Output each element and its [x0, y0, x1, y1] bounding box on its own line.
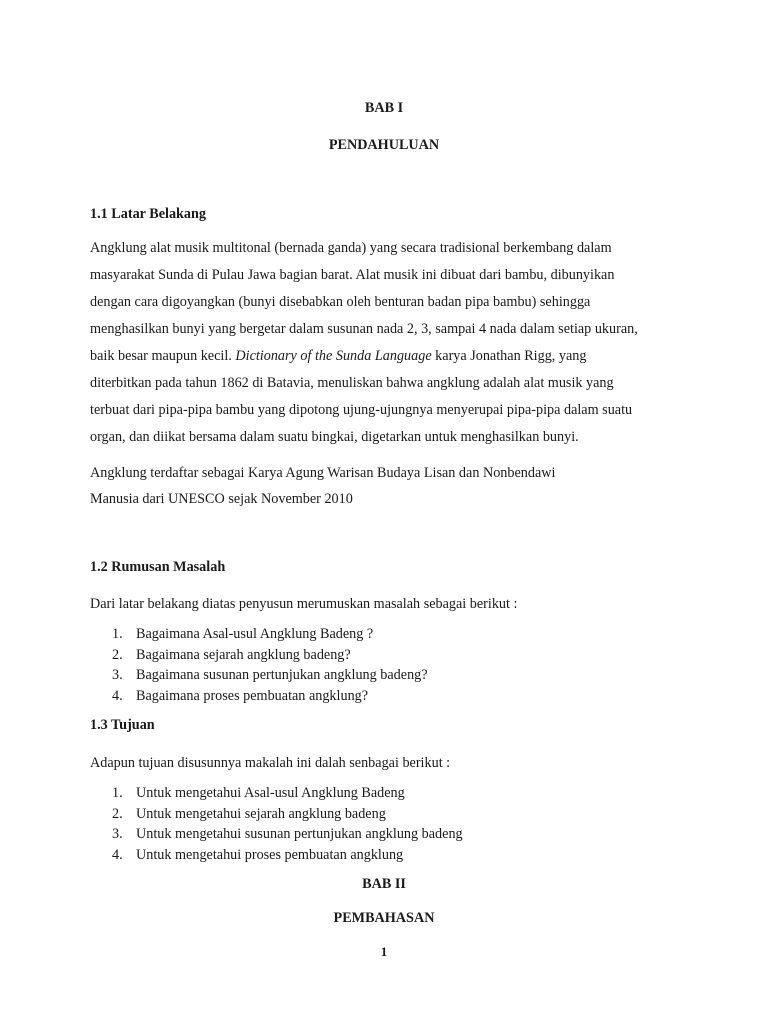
list-item — [112, 665, 428, 686]
paragraph-line: masyarakat Sunda di Pulau Jawa bagian barat. Alat musik ini dibuat dari bambu, dibunyikan — [90, 267, 615, 283]
objective-list — [112, 783, 463, 865]
list-text: Bagaimana Asal-usul Angklung Badeng ? — [136, 626, 374, 642]
unesco-paragraph — [90, 460, 680, 512]
page-number: 1 — [380, 944, 388, 959]
paragraph-line: Manusia dari UNESCO sejak November 2010 — [90, 491, 353, 507]
list-number: 2. — [112, 805, 123, 822]
list-item — [112, 624, 428, 645]
list-item — [112, 783, 463, 804]
list-number: 1. — [112, 785, 123, 801]
chapter-1-title: PENDAHULUAN — [328, 137, 440, 153]
paragraph-line: dengan cara digoyangkan (bunyi disebabkan oleh benturan badan pipa bambu) sehingga — [90, 294, 591, 310]
chapter-2-title: PEMBAHASAN — [333, 910, 435, 926]
list-number: 1. — [112, 626, 123, 642]
list-text: Untuk mengetahui proses pembuatan angklung — [136, 846, 404, 863]
list-text: Bagaimana proses pembuatan angklung? — [136, 687, 369, 704]
list-item — [112, 686, 428, 707]
list-item — [112, 645, 428, 666]
paragraph-line: Dari latar belakang diatas penyusun merumuskan masalah sebagai berikut : — [90, 596, 518, 612]
text-segment: karya Jonathan Rigg, yang — [431, 348, 587, 364]
paragraph-line: Angklung terdaftar sebagai Karya Agung Warisan Budaya Lisan dan Nonbendawi — [90, 465, 556, 481]
list-number: 3. — [112, 667, 123, 683]
section-1-1-heading: 1.1 Latar Belakang — [90, 206, 207, 222]
problem-intro — [90, 591, 680, 618]
objective-intro — [90, 750, 680, 777]
list-text: Untuk mengetahui susunan pertunjukan angklung badeng — [136, 826, 463, 842]
list-number: 4. — [112, 846, 123, 863]
list-text: Bagaimana susunan pertunjukan angklung badeng? — [136, 667, 428, 683]
problem-list — [112, 624, 428, 706]
paragraph-line: organ, dan diikat bersama dalam suatu bingkai, digetarkan untuk menghasilkan bunyi. — [90, 429, 579, 445]
chapter-2-label: BAB II — [362, 876, 406, 892]
list-text: Bagaimana sejarah angklung badeng? — [136, 646, 351, 663]
section-1-3-heading: 1.3 Tujuan — [90, 717, 155, 733]
book-title: Dictionary of the Sunda Language — [235, 348, 432, 364]
list-item — [112, 824, 463, 845]
list-item — [112, 804, 463, 825]
background-paragraph — [90, 235, 680, 451]
list-text: Untuk mengetahui Asal-usul Angklung Badeng — [136, 785, 405, 801]
list-number: 4. — [112, 687, 123, 704]
paragraph-line: Adapun tujuan disusunnya makalah ini dalah senbagai berikut : — [90, 755, 451, 771]
text-segment: baik besar maupun kecil. — [90, 348, 236, 364]
section-1-2-heading: 1.2 Rumusan Masalah — [90, 559, 226, 575]
chapter-1-label: BAB I — [364, 100, 404, 116]
paragraph-line: diterbitkan pada tahun 1862 di Batavia, menuliskan bahwa angklung adalah alat musik yang — [90, 375, 614, 391]
paragraph-line: terbuat dari pipa-pipa bambu yang dipotong ujung-ujungnya menyerupai pipa-pipa dalam suatu — [90, 402, 633, 418]
paragraph-line — [90, 343, 680, 370]
list-number: 3. — [112, 826, 123, 842]
list-item — [112, 845, 463, 866]
list-text: Untuk mengetahui sejarah angklung badeng — [136, 805, 386, 822]
paragraph-line: menghasilkan bunyi yang bergetar dalam susunan nada 2, 3, sampai 4 nada dalam setiap ukuran, — [90, 321, 638, 337]
paragraph-line: Angklung alat musik multitonal (bernada ganda) yang secara tradisional berkembang dalam — [90, 240, 612, 256]
list-number: 2. — [112, 646, 123, 663]
